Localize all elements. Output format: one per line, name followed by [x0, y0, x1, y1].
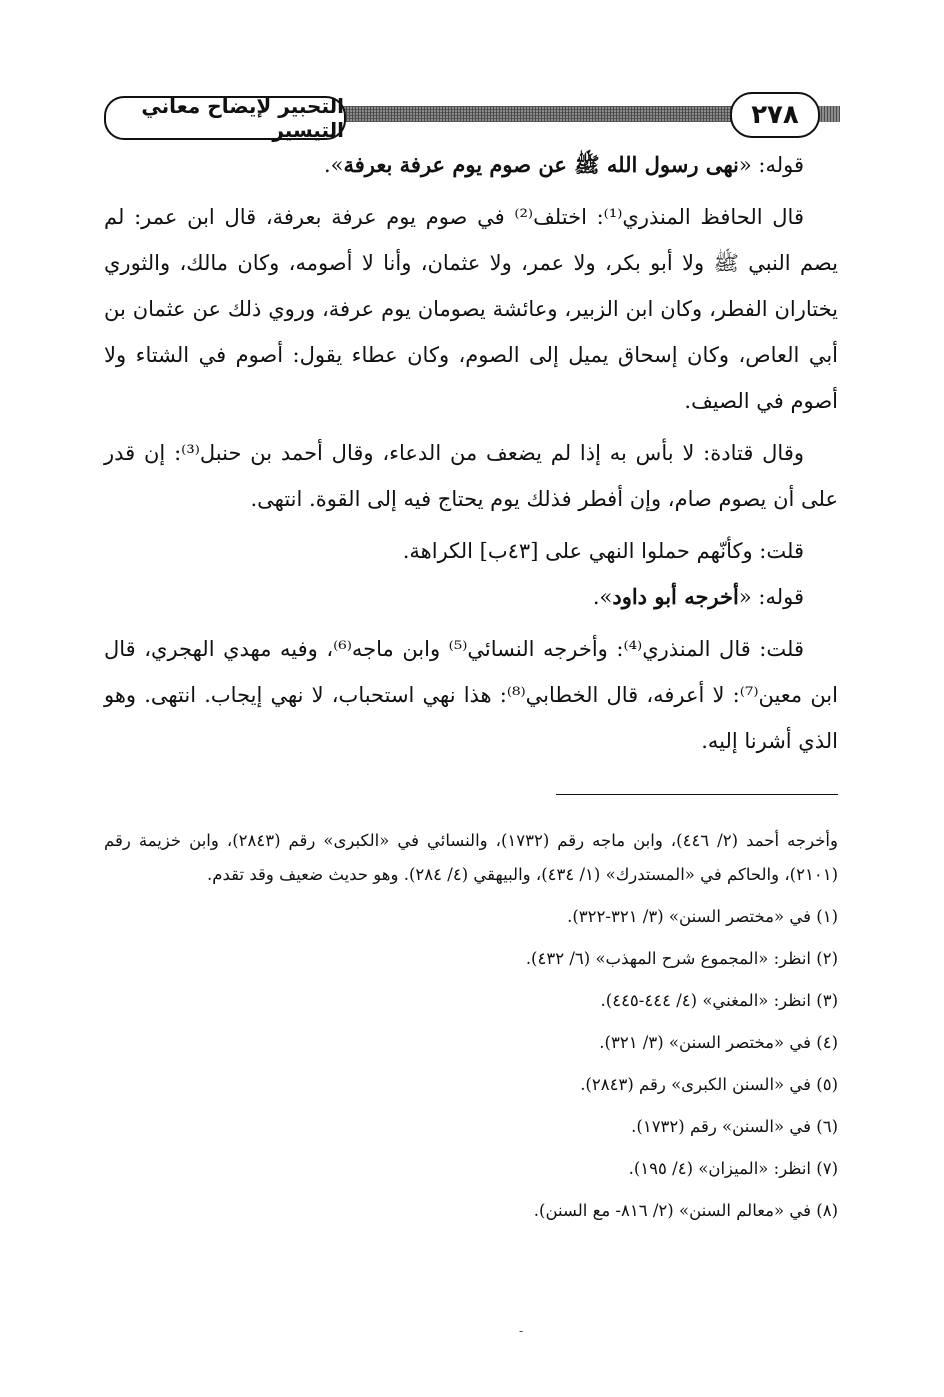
footnote-8: (٨) في «معالم السنن» (٢/ ٨١٦- مع السنن). — [533, 1201, 838, 1220]
bottom-mark: - — [519, 1324, 524, 1338]
footnote-6: (٦) في «السنن» رقم (١٧٣٢). — [631, 1117, 838, 1136]
paragraph-1 — [104, 142, 838, 188]
book-title: التحبير لإيضاح معاني التيسير — [104, 96, 346, 140]
quote-label: قوله: « — [738, 153, 804, 177]
quote-end: ». — [592, 585, 613, 609]
footnotes — [104, 824, 838, 1228]
footnote-7: (٧) انظر: «الميزان» (٤/ ١٩٥). — [628, 1159, 838, 1178]
page-header — [104, 88, 840, 146]
footnote-separator — [556, 794, 838, 795]
quote-end: ». — [323, 153, 344, 177]
quoted-hadith: نهى رسول الله ﷺ عن صوم يوم عرفة بعرفة — [343, 152, 739, 177]
paragraph-2: قال الحافظ المنذري⁽¹⁾: اختلف⁽²⁾ في صوم يوم عرفة بعرفة، قال ابن عمر: لم يصم النبي ﷺ ولا أبو بكر، ولا عمر، ولا عثمان، وأنا لا أصومه، وكان مالك، والثوري يختاران الفطر، وكان ابن الزبير، وعائشة يصومان يوم عرفة، وروي ذلك عن عثمان بن أبي العاص، وكان إسحاق يميل إلى الصوم، وكان عطاء يقول: أصوم في الشتاء ولا أصوم في الصيف. — [104, 205, 838, 413]
page-number: ٢٧٨ — [730, 92, 820, 138]
footnote-1: (١) في «مختصر السنن» (٣/ ٣٢١-٣٢٢). — [567, 907, 838, 926]
paragraph-4: قلت: وكأنّهم حملوا النهي على [٤٣ب] الكراهة. — [402, 539, 804, 563]
header-decorative-band — [340, 106, 750, 122]
footnote-3: (٣) انظر: «المغني» (٤/ ٤٤٤-٤٤٥). — [600, 991, 838, 1010]
paragraph-5 — [104, 574, 838, 620]
main-text — [104, 142, 838, 764]
footnote-4: (٤) في «مختصر السنن» (٣/ ٣٢١). — [599, 1033, 838, 1052]
quote-label: قوله: « — [738, 585, 804, 609]
paragraph-6: قلت: قال المنذري⁽⁴⁾: وأخرجه النسائي⁽⁵⁾ وابن ماجه⁽⁶⁾، وفيه مهدي الهجري، قال ابن معين⁽⁷⁾: لا أعرفه، قال الخطابي⁽⁸⁾: هذا نهي استحباب، لا نهي إيجاب. انتهى. وهو الذي أشرنا إليه. — [104, 637, 838, 753]
paragraph-3: وقال قتادة: لا بأس به إذا لم يضعف من الدعاء، وقال أحمد بن حنبل⁽³⁾: إن قدر على أن يصوم صام، وإن أفطر فذلك يوم يحتاج فيه إلى القوة. انتهى. — [104, 441, 838, 511]
header-decorative-end — [818, 106, 840, 122]
footnote-5: (٥) في «السنن الكبرى» رقم (٢٨٤٣). — [580, 1075, 838, 1094]
footnote-2: (٢) انظر: «المجموع شرح المهذب» (٦/ ٤٣٢). — [525, 949, 838, 968]
footnote-continuation: وأخرجه أحمد (٢/ ٤٤٦)، وابن ماجه رقم (١٧٣٢)، والنسائي في «الكبرى» رقم (٢٨٤٣)، وابن خزيمة رقم (٢١٠١)، والحاكم في «المستدرك» (١/ ٤٣٤)، والبيهقي (٤/ ٢٨٤). وهو حديث ضعيف وقد تقدم. — [104, 831, 838, 884]
quoted-source: أخرجه أبو داود — [612, 584, 739, 609]
